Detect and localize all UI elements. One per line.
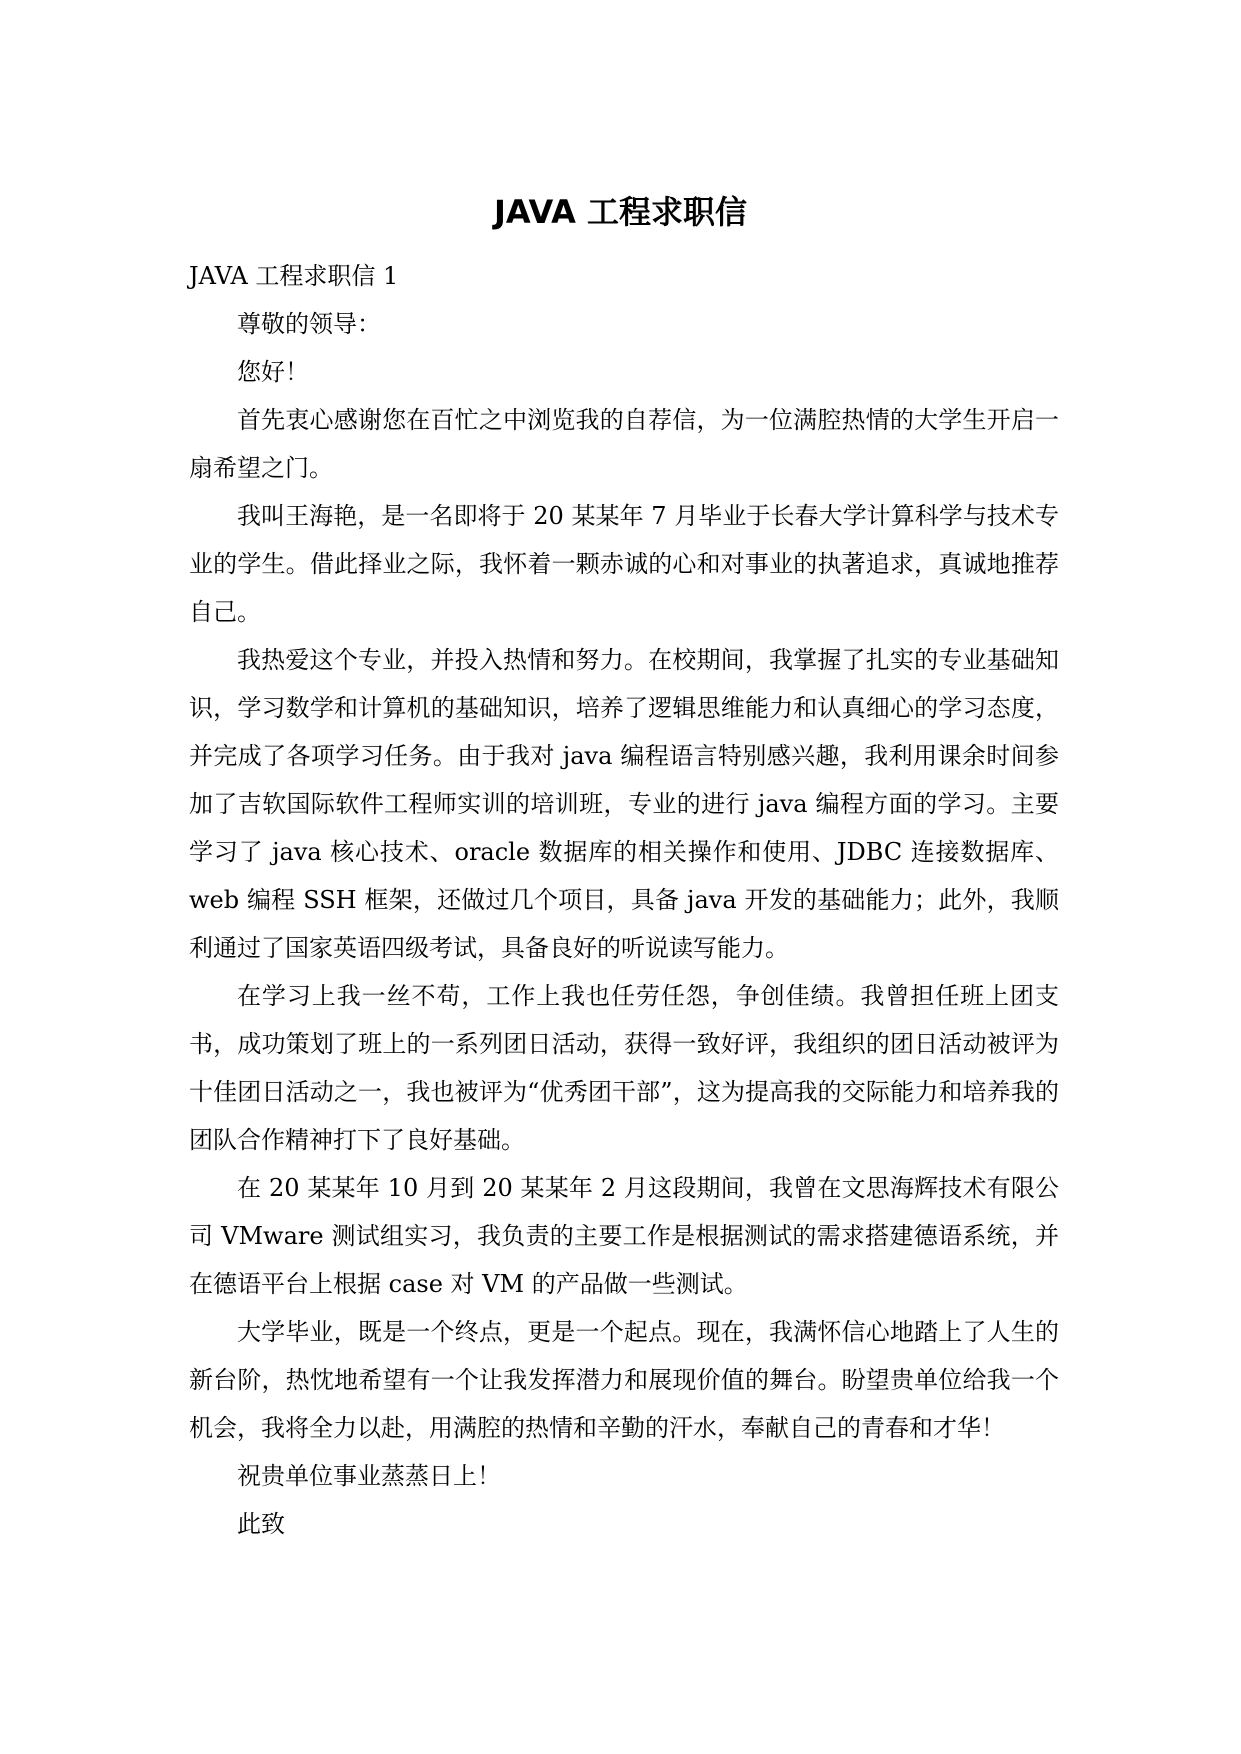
letter-subtitle: JAVA 工程求职信 1: [189, 262, 399, 290]
paragraph: 首先衷心感谢您在百忙之中浏览我的自荐信，为一位满腔热情的大学生开启一扇希望之门。: [189, 406, 1059, 482]
closing-line: 此致: [237, 1510, 285, 1538]
salutation: 尊敬的领导：: [237, 310, 381, 338]
paragraph: 在 20 某某年 10 月到 20 某某年 2 月这段期间，我曾在文思海辉技术有限公司 VMware 测试组实习，我负责的主要工作是根据测试的需求搭建德语系统，并在德语平台上根据 case 对 VM 的产品做一些测试。: [189, 1174, 1059, 1298]
paragraph: 我叫王海艳，是一名即将于 20 某某年 7 月毕业于长春大学计算科学与技术专业的学生。借此择业之际，我怀着一颗赤诚的心和对事业的执著追求，真诚地推荐自己。: [189, 502, 1059, 626]
document-title: JAVA 工程求职信: [493, 193, 747, 231]
paragraph: 大学毕业，既是一个终点，更是一个起点。现在，我满怀信心地踏上了人生的新台阶，热忱地希望有一个让我发挥潜力和展现价值的舞台。盼望贵单位给我一个机会，我将全力以赴，用满腔的热情和辛勤的汗水，奉献自己的青春和才华！: [189, 1318, 1059, 1442]
greeting: 您好！: [237, 358, 309, 386]
wish-line: 祝贵单位事业蒸蒸日上！: [237, 1462, 501, 1490]
paragraph: 我热爱这个专业，并投入热情和努力。在校期间，我掌握了扎实的专业基础知识，学习数学和计算机的基础知识，培养了逻辑思维能力和认真细心的学习态度，并完成了各项学习任务。由于我对 java 编程语言特别感兴趣，我利用课余时间参加了吉软国际软件工程师实训的培训班，专业的进行 java 编程方面的学习。主要学习了 java 核心技术、oracle 数据库的相关操作和使用、JDBC 连接数据库、web 编程 SSH 框架，还做过几个项目，具备 java 开发的基础能力；此外，我顺利通过了国家英语四级考试，具备良好的听说读写能力。: [189, 646, 1059, 962]
document-body: [189, 252, 1059, 1548]
paragraph: 在学习上我一丝不苟，工作上我也任劳任怨，争创佳绩。我曾担任班上团支书，成功策划了班上的一系列团日活动，获得一致好评，我组织的团日活动被评为十佳团日活动之一，我也被评为“优秀团干部”，这为提高我的交际能力和培养我的团队合作精神打下了良好基础。: [189, 982, 1059, 1154]
